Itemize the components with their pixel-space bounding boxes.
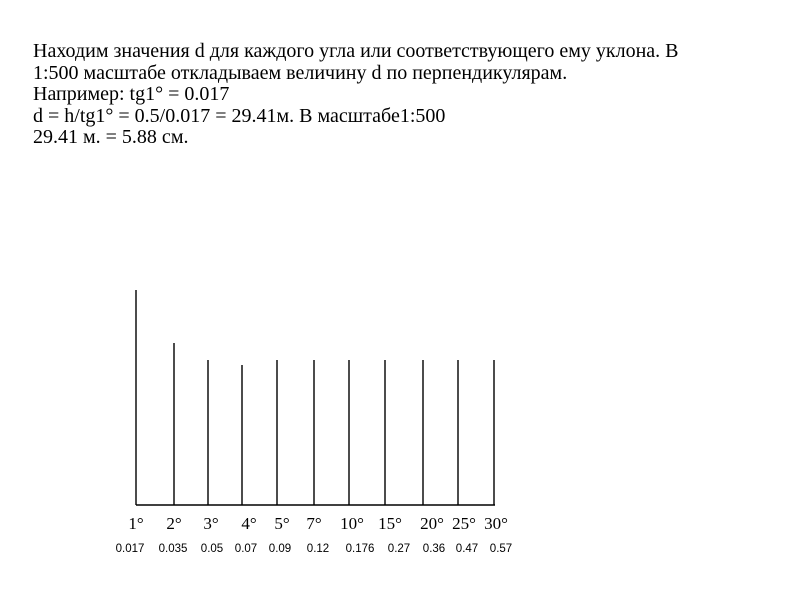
- angle-label: 10°: [340, 514, 364, 533]
- angle-label: 5°: [274, 514, 290, 533]
- slope-label: 0.05: [200, 543, 224, 555]
- angle-label: 3°: [203, 514, 219, 533]
- angle-label: 25°: [452, 514, 476, 533]
- angle-label: 7°: [306, 514, 322, 533]
- slope-label: 0.176: [345, 543, 375, 555]
- slope-label: 0.07: [234, 543, 258, 555]
- slope-label: 0.09: [268, 543, 292, 555]
- slope-label: 0.12: [306, 543, 330, 555]
- angle-label: 4°: [241, 514, 257, 533]
- slope-label: 0.47: [455, 543, 479, 555]
- slope-label: 0.017: [115, 543, 145, 555]
- slope-label: 0.035: [158, 543, 188, 555]
- text-line-1: Находим значения d для каждого угла или соответствующего ему уклона. В: [33, 40, 679, 62]
- slope-label: 0.27: [387, 543, 411, 555]
- angle-label: 20°: [420, 514, 444, 533]
- text-line-4: d = h/tg1° = 0.5/0.017 = 29.41м. В масштабе1:500: [33, 104, 446, 127]
- text-line-3: Например: tg1° = 0.017: [33, 83, 230, 105]
- slope-label: 0.36: [422, 543, 446, 555]
- text-line-2: 1:500 масштабе откладываем величину d по перпендикулярам.: [33, 61, 568, 84]
- angle-label: 15°: [378, 514, 402, 533]
- slope-label: 0.57: [489, 543, 513, 555]
- text-line-5: 29.41 м. = 5.88 см.: [33, 126, 189, 148]
- angle-label: 1°: [128, 514, 144, 533]
- angle-label: 30°: [484, 514, 508, 533]
- angle-label: 2°: [166, 514, 182, 533]
